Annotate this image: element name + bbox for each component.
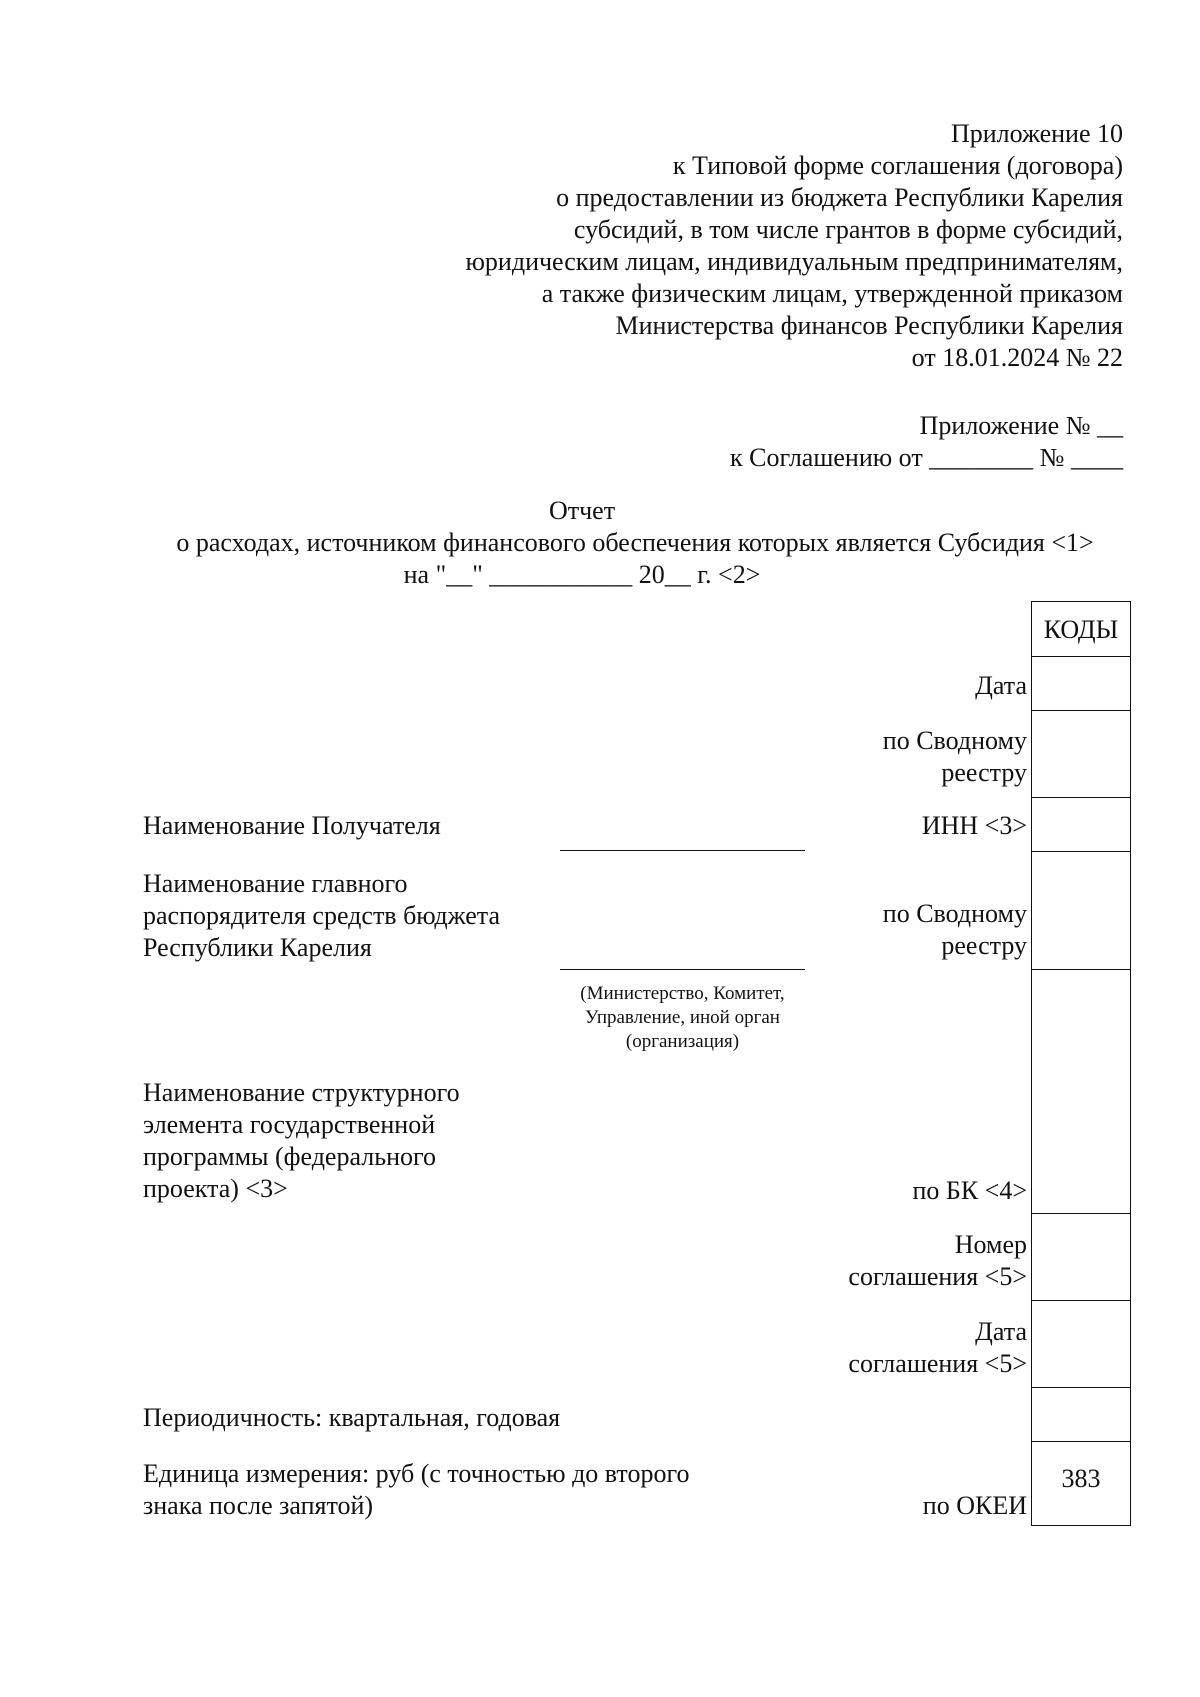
label-line: проекта) <3> xyxy=(143,1174,288,1203)
header-line: от 18.01.2024 № 22 xyxy=(911,343,1123,372)
gr-distributor-underline xyxy=(560,969,805,970)
report-date-line: на "__" ___________ 20__ г. <2> xyxy=(403,560,761,589)
header-line: о предоставлении из бюджета Республики Карелия xyxy=(556,183,1123,212)
attachment-header xyxy=(363,118,1123,374)
unit-label xyxy=(143,1458,689,1522)
svod-registry-label xyxy=(883,725,1027,789)
label-line: Номер xyxy=(954,1230,1027,1259)
label-line: по Сводному xyxy=(882,899,1027,928)
label-line: Наименование главного xyxy=(143,869,408,898)
cell-divider xyxy=(1032,1387,1130,1388)
label-line: Республики Карелия xyxy=(143,933,372,962)
appendix-block xyxy=(523,410,1123,474)
cell-divider xyxy=(1032,1300,1130,1301)
codes-table xyxy=(1031,601,1131,1526)
note-line: (организация) xyxy=(625,1031,740,1052)
label-line: соглашения <5> xyxy=(848,1349,1027,1378)
report-title xyxy=(100,495,1170,591)
agreement-number-label xyxy=(848,1229,1027,1293)
note-line: Управление, иной орган xyxy=(585,1007,780,1028)
svod-registry-label-2 xyxy=(883,898,1027,962)
gr-distributor-note xyxy=(545,982,820,1054)
cell-divider xyxy=(1032,969,1130,970)
header-line: а также физическим лицам, утвержденной приказом xyxy=(541,279,1123,308)
cell-divider xyxy=(1032,851,1130,852)
cell-divider xyxy=(1032,797,1130,798)
label-line: реестру xyxy=(941,758,1027,787)
note-line: (Министерство, Комитет, xyxy=(580,983,785,1004)
label-line: реестру xyxy=(941,931,1027,960)
cell-divider xyxy=(1032,710,1130,711)
okei-code-value: 383 xyxy=(1061,1464,1101,1493)
label-line: распорядителя средств бюджета xyxy=(143,901,501,930)
label-line: программы (федерального xyxy=(143,1142,436,1171)
header-line: к Типовой форме соглашения (договора) xyxy=(672,151,1123,180)
recipient-underline xyxy=(560,850,805,851)
inn-label: ИНН <3> xyxy=(921,811,1027,840)
label-line: знака после запятой) xyxy=(143,1491,374,1520)
label-line: Единица измерения: руб (с точностью до второго xyxy=(143,1459,690,1488)
label-line: Наименование структурного xyxy=(143,1078,460,1107)
structural-element-label xyxy=(143,1077,460,1205)
header-line: субсидий, в том числе грантов в форме субсидий, xyxy=(573,215,1123,244)
label-line: соглашения <5> xyxy=(848,1262,1027,1291)
label-line: элемента государственной xyxy=(143,1110,436,1139)
header-line: Министерства финансов Республики Карелия xyxy=(615,311,1123,340)
cell-divider xyxy=(1032,656,1130,657)
header-line: Приложение 10 xyxy=(950,119,1123,148)
label-line: по Сводному xyxy=(882,726,1027,755)
recipient-label: Наименование Получателя xyxy=(143,811,441,840)
label-line: Дата xyxy=(975,1317,1027,1346)
gr-distributor-label xyxy=(143,868,500,964)
report-title-subject: о расходах, источником финансового обеспечения которых является Субсидия <1> xyxy=(176,528,1094,557)
bk-label: по БК <4> xyxy=(912,1176,1027,1205)
agreement-date-label xyxy=(848,1316,1027,1380)
header-line: юридическим лицам, индивидуальным предпринимателям, xyxy=(465,247,1123,276)
codes-header: КОДЫ xyxy=(1043,615,1119,644)
agreement-reference: к Соглашению от ________ № ____ xyxy=(730,443,1123,472)
periodicity-label: Периодичность: квартальная, годовая xyxy=(143,1403,561,1432)
cell-divider xyxy=(1032,1441,1130,1442)
date-label: Дата xyxy=(975,671,1027,700)
cell-divider xyxy=(1032,1213,1130,1214)
appendix-number: Приложение № __ xyxy=(919,411,1123,440)
report-title-word: Отчет xyxy=(548,496,616,525)
okei-label: по ОКЕИ xyxy=(922,1491,1027,1520)
